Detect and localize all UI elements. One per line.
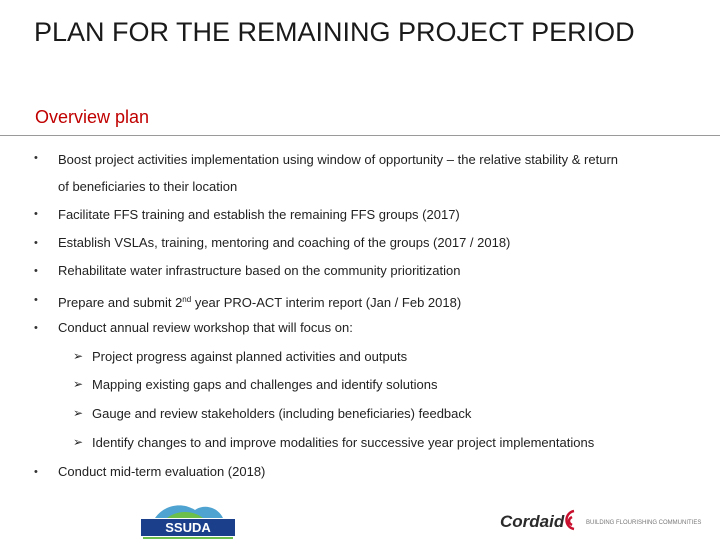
bullet-item-midterm-evaluation: Conduct mid-term evaluation (2018) (58, 464, 266, 479)
sub-bullet-gaps: Mapping existing gaps and challenges and identify solutions (92, 377, 438, 392)
cordaid-logo (498, 505, 708, 535)
sub-bullet-feedback: Gauge and review stakeholders (including beneficiaries) feedback (92, 406, 472, 421)
cordaid-logo-mark (567, 511, 575, 529)
ordinal-suffix: nd (182, 295, 192, 304)
cordaid-logo-text: Cordaid (500, 512, 565, 531)
sub-bullet-progress: Project progress against planned activities and outputs (92, 349, 408, 364)
bullet-marker: • (34, 466, 38, 478)
bullet-marker: • (34, 322, 38, 334)
bullet-item-water-infrastructure: Rehabilitate water infrastructure based on the community prioritization (58, 263, 461, 278)
cordaid-logo-tagline: BUILDING FLOURISHING COMMUNITIES (586, 520, 702, 526)
bullet-marker: • (34, 265, 38, 277)
bullet-text: Prepare and submit 2 (58, 295, 183, 310)
bullet-item-vslas: Establish VSLAs, training, mentoring and coaching of the groups (2017 / 2018) (58, 235, 511, 250)
bullet-marker: • (34, 152, 38, 164)
bullet-marker: • (34, 294, 38, 306)
bullet-marker: • (34, 237, 38, 249)
ssuda-logo-underline (143, 537, 233, 539)
header-divider (0, 135, 720, 136)
slide-title: PLAN FOR THE REMAINING PROJECT PERIOD (34, 17, 635, 47)
bullet-item-interim-report (58, 286, 698, 316)
arrow-bullet-icon: ➢ (73, 377, 84, 391)
ssuda-logo-text: SSUDA (165, 520, 211, 535)
arrow-bullet-icon: ➢ (73, 435, 84, 449)
bullet-text: year PRO-ACT interim report (Jan / Feb 2018) (191, 295, 462, 310)
bullet-item-ffs-training: Facilitate FFS training and establish the remaining FFS groups (2017) (58, 207, 460, 222)
bullet-line: Boost project activities implementation using window of opportunity – the relative stability & return (58, 152, 619, 167)
slide-subtitle: Overview plan (35, 107, 150, 127)
bullet-marker: • (34, 208, 38, 220)
arrow-bullet-icon: ➢ (73, 406, 84, 420)
sub-bullet-modalities: Identify changes to and improve modalities for successive year project implementations (92, 435, 595, 450)
arrow-bullet-icon: ➢ (73, 349, 84, 363)
ssuda-logo (137, 500, 237, 540)
bullet-item-boost-activities (58, 146, 698, 200)
bullet-item-annual-review: Conduct annual review workshop that will focus on: (58, 320, 353, 335)
bullet-line: of beneficiaries to their location (58, 179, 238, 194)
